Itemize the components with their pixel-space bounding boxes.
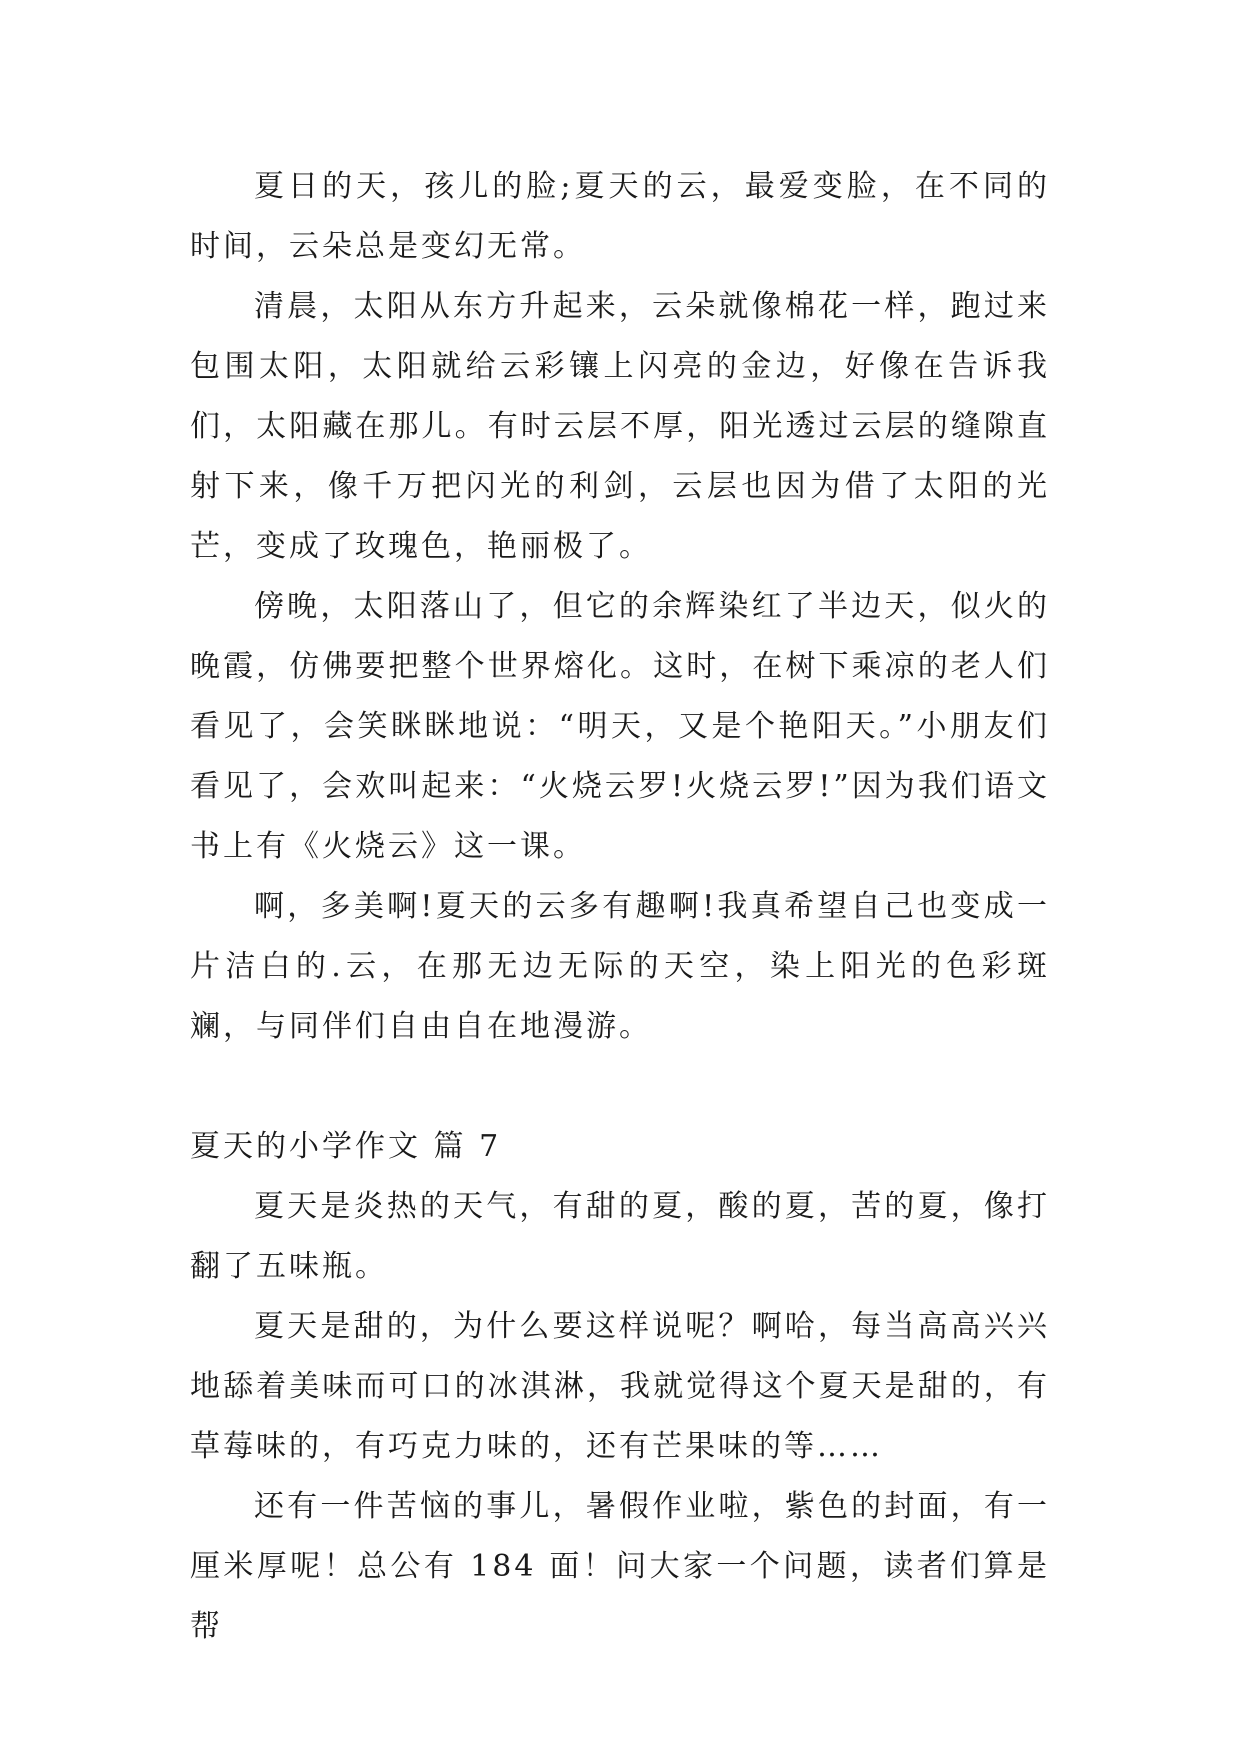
essay-title: 夏天的小学作文 篇 7 bbox=[190, 1129, 502, 1164]
paragraph: 清晨，太阳从东方升起来，云朵就像棉花一样，跑过来包围太阳，太阳就给云彩镶上闪亮的金边，好像在告诉我们，太阳藏在那儿。有时云层不厚，阳光透过云层的缝隙直射下来，像千万把闪光的利剑，云层也因为借了太阳的光芒，变成了玫瑰色，艳丽极了。 bbox=[190, 289, 1050, 564]
paragraph: 夏日的天，孩儿的脸;夏天的云，最爱变脸，在不同的时间，云朵总是变幻无常。 bbox=[190, 169, 1050, 264]
paragraph: 夏天是甜的，为什么要这样说呢？啊哈，每当高高兴兴地舔着美味而可口的冰淇淋，我就觉得这个夏天是甜的，有草莓味的，有巧克力味的，还有芒果味的等…… bbox=[190, 1309, 1050, 1464]
paragraph: 还有一件苦恼的事儿，暑假作业啦，紫色的封面，有一厘米厚呢！总公有 184 面！问大家一个问题，读者们算是帮 bbox=[190, 1489, 1050, 1644]
document-body bbox=[190, 157, 1050, 1657]
paragraph: 夏天是炎热的天气，有甜的夏，酸的夏，苦的夏，像打翻了五味瓶。 bbox=[190, 1189, 1050, 1284]
paragraph: 傍晚，太阳落山了，但它的余辉染红了半边天，似火的晚霞，仿佛要把整个世界熔化。这时，在树下乘凉的老人们看见了，会笑眯眯地说：“明天，又是个艳阳天。”小朋友们看见了，会欢叫起来：“火烧云罗!火烧云罗!”因为我们语文书上有《火烧云》这一课。 bbox=[190, 589, 1050, 864]
paragraph: 啊，多美啊!夏天的云多有趣啊!我真希望自己也变成一片洁白的.云，在那无边无际的天空，染上阳光的色彩斑斓，与同伴们自由自在地漫游。 bbox=[190, 889, 1050, 1044]
